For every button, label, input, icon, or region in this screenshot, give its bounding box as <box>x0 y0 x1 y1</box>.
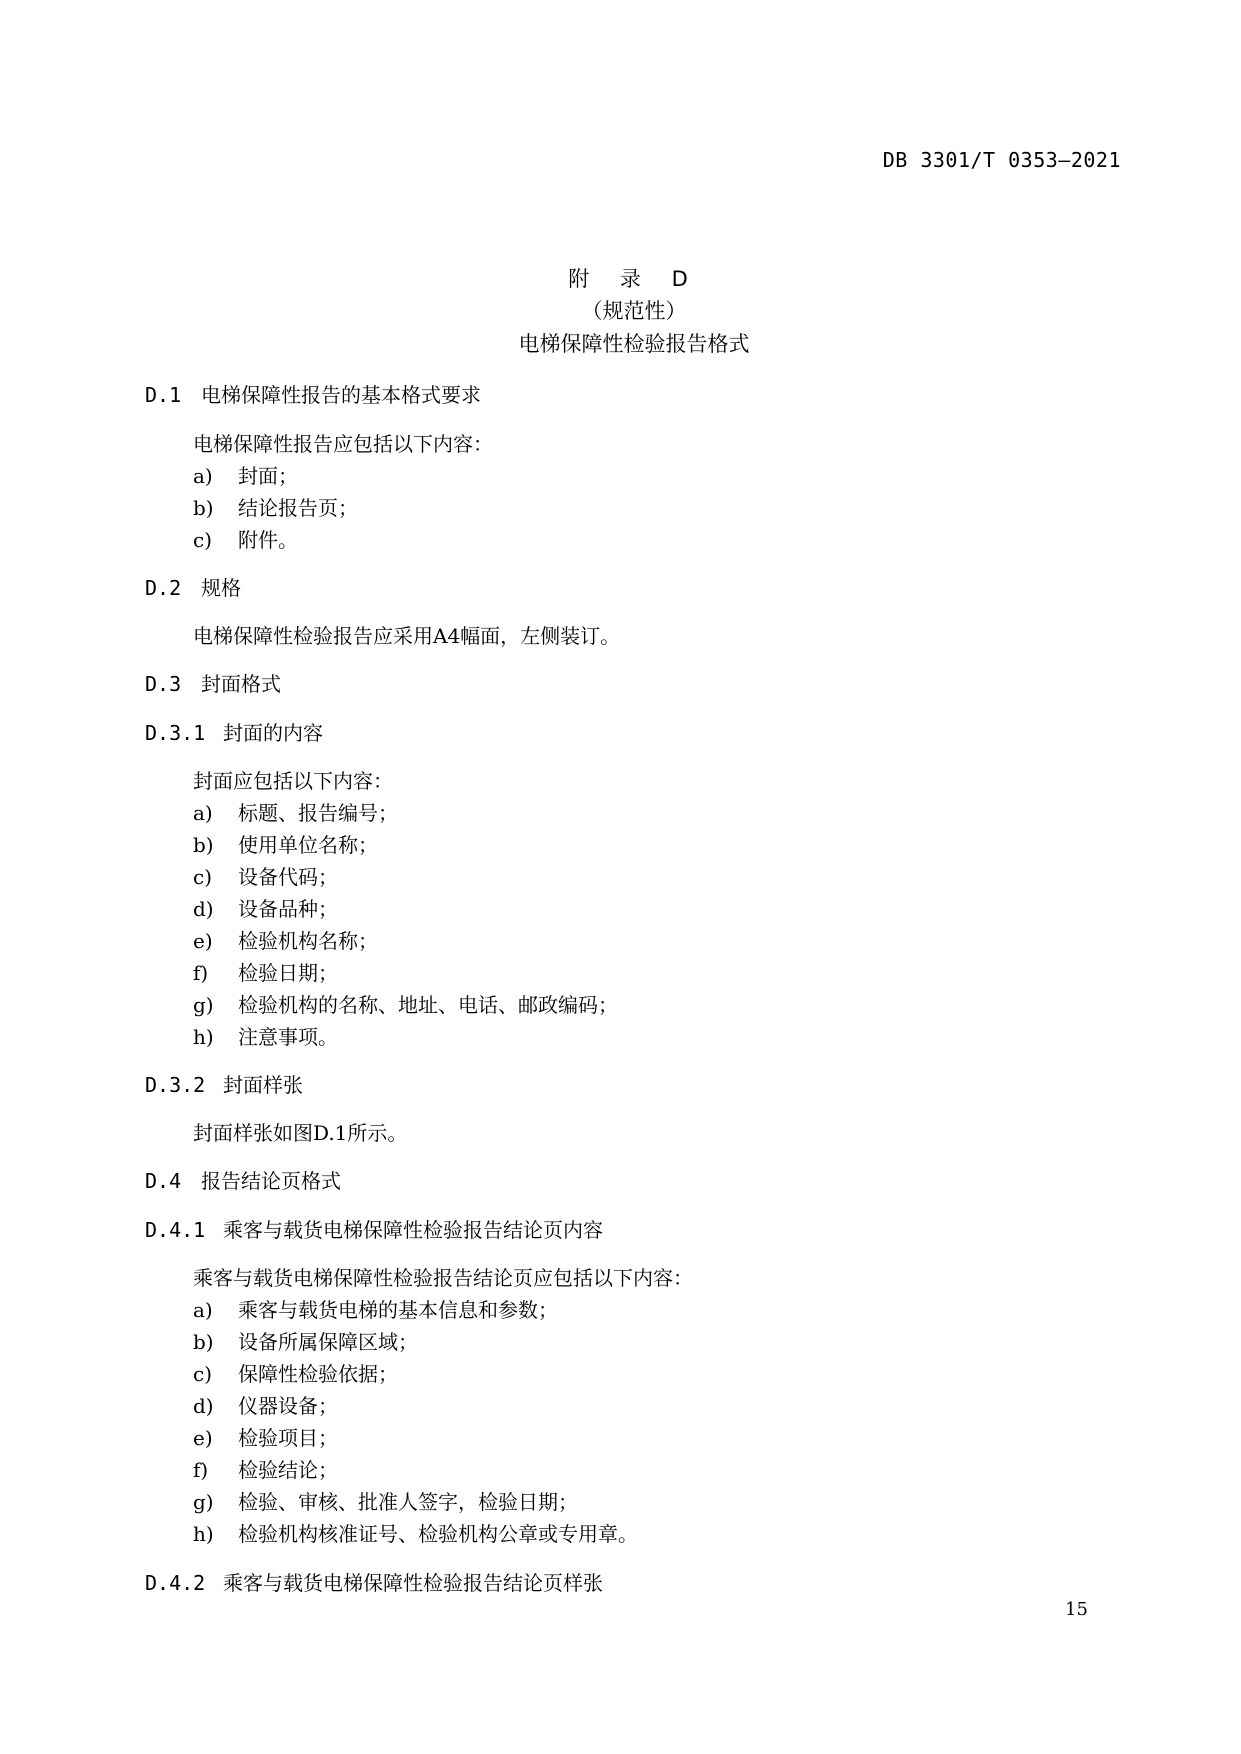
list-text: 检验机构核准证号、检验机构公章或专用章。 <box>238 1522 638 1546</box>
list-item <box>193 1422 338 1451</box>
section-title: 封面样张 <box>223 1073 303 1097</box>
list-item <box>193 925 378 954</box>
paragraph: 封面应包括以下内容： <box>193 769 393 793</box>
list-item <box>193 492 358 521</box>
list-item <box>193 1486 578 1515</box>
list-item <box>193 524 298 553</box>
list-marker: d) <box>193 1394 214 1418</box>
list-marker: d) <box>193 897 214 921</box>
list-marker: e) <box>193 1426 213 1450</box>
section-number: D.3.2 <box>145 1073 206 1097</box>
list-item <box>193 1454 338 1483</box>
section-number: D.4.2 <box>145 1571 206 1595</box>
list-text: 附件。 <box>238 528 298 552</box>
list-item <box>193 957 338 986</box>
list-text: 检验、审核、批准人签字，检验日期； <box>238 1490 578 1514</box>
section-heading-d42 <box>145 1567 603 1596</box>
list-text: 使用单位名称； <box>238 833 378 857</box>
section-number: D.4 <box>145 1169 182 1193</box>
list-text: 检验项目； <box>238 1426 338 1450</box>
list-marker: g) <box>193 993 214 1017</box>
list-marker: h) <box>193 1025 214 1049</box>
paragraph: 乘客与载货电梯保障性检验报告结论页应包括以下内容： <box>193 1266 693 1290</box>
list-marker: b) <box>193 833 214 857</box>
list-text: 检验机构的名称、地址、电话、邮政编码； <box>238 993 618 1017</box>
section-title: 封面的内容 <box>223 721 323 745</box>
section-title: 封面格式 <box>201 672 281 696</box>
list-text: 结论报告页； <box>238 496 358 520</box>
list-text: 检验日期； <box>238 961 338 985</box>
list-text: 保障性检验依据； <box>238 1362 398 1386</box>
list-item <box>193 1021 338 1050</box>
list-marker: c) <box>193 865 213 889</box>
list-marker: f) <box>193 961 209 985</box>
annex-title: 电梯保障性检验报告格式 <box>518 332 750 356</box>
list-marker: f) <box>193 1458 209 1482</box>
annex-label: 附 录 D <box>568 267 700 291</box>
page-number: 15 <box>1065 1599 1088 1620</box>
list-text: 设备所属保障区域； <box>238 1330 418 1354</box>
section-title: 规格 <box>201 576 241 600</box>
section-heading-d2 <box>145 572 241 601</box>
list-marker: a) <box>193 464 213 488</box>
paragraph: 封面样张如图D.1所示。 <box>193 1121 408 1145</box>
list-item <box>193 797 398 826</box>
paragraph: 电梯保障性检验报告应采用A4幅面，左侧装订。 <box>193 624 621 648</box>
list-marker: c) <box>193 1362 213 1386</box>
section-heading-d31 <box>145 717 323 746</box>
paragraph: 电梯保障性报告应包括以下内容： <box>193 432 493 456</box>
section-title: 电梯保障性报告的基本格式要求 <box>201 383 481 407</box>
section-number: D.1 <box>145 383 182 407</box>
section-heading-d41 <box>145 1214 603 1243</box>
list-text: 仪器设备； <box>238 1394 338 1418</box>
list-item <box>193 989 618 1018</box>
section-number: D.3.1 <box>145 721 206 745</box>
list-item <box>193 1294 558 1323</box>
section-number: D.4.1 <box>145 1218 206 1242</box>
section-heading-d3 <box>145 668 281 697</box>
standard-number: DB 3301/T 0353—2021 <box>882 148 1121 172</box>
list-item <box>193 861 338 890</box>
section-heading-d4 <box>145 1165 341 1194</box>
list-text: 乘客与载货电梯的基本信息和参数； <box>238 1298 558 1322</box>
list-marker: c) <box>193 528 213 552</box>
list-item <box>193 1358 398 1387</box>
list-text: 设备代码； <box>238 865 338 889</box>
list-text: 注意事项。 <box>238 1025 338 1049</box>
list-item <box>193 1326 418 1355</box>
section-title: 乘客与载货电梯保障性检验报告结论页样张 <box>223 1571 603 1595</box>
list-marker: b) <box>193 496 214 520</box>
list-text: 设备品种； <box>238 897 338 921</box>
section-heading-d1 <box>145 379 481 408</box>
list-item <box>193 460 298 489</box>
list-item <box>193 829 378 858</box>
list-marker: a) <box>193 801 213 825</box>
list-item <box>193 1390 338 1419</box>
section-number: D.2 <box>145 576 182 600</box>
list-item <box>193 893 338 922</box>
list-text: 检验结论； <box>238 1458 338 1482</box>
section-heading-d32 <box>145 1069 303 1098</box>
list-marker: g) <box>193 1490 214 1514</box>
section-title: 报告结论页格式 <box>201 1169 341 1193</box>
list-text: 标题、报告编号； <box>238 801 398 825</box>
list-text: 封面； <box>238 464 298 488</box>
annex-nature: （规范性） <box>581 299 687 323</box>
list-marker: a) <box>193 1298 213 1322</box>
section-title: 乘客与载货电梯保障性检验报告结论页内容 <box>223 1218 603 1242</box>
list-marker: e) <box>193 929 213 953</box>
list-item <box>193 1518 638 1547</box>
list-marker: h) <box>193 1522 214 1546</box>
section-number: D.3 <box>145 672 182 696</box>
list-marker: b) <box>193 1330 214 1354</box>
list-text: 检验机构名称； <box>238 929 378 953</box>
